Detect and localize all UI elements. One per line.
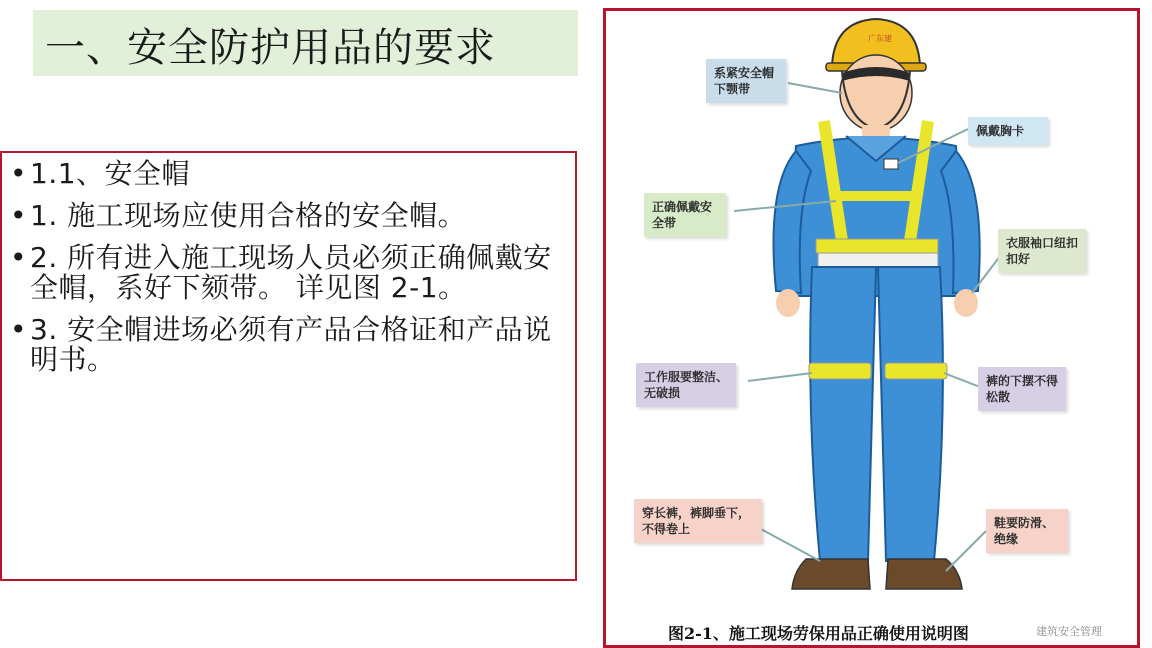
callout-shoes: 鞋要防滑、绝缘 [986,509,1068,553]
bullet-text: 1.1、安全帽 [30,157,191,190]
callout-cuff: 衣服袖口纽扣扣好 [998,229,1086,273]
figure-caption: 图2-1、施工现场劳保用品正确使用说明图 [668,624,969,643]
bullet-item [10,159,575,189]
bullet-dot-icon: • [10,157,28,190]
bullet-item [10,201,575,231]
helmet-label: 广东建 [868,34,892,43]
bullet-item [10,315,575,375]
callout-chest-card: 佩戴胸卡 [968,117,1048,145]
bullet-text: 2. 所有进入施工现场人员必须正确佩戴安全帽，系好下颏带。 详见图 2-1。 [30,241,552,304]
callout-clothes: 工作服要整洁、无破损 [636,363,736,407]
watermark: 建筑安全管理 [1036,625,1102,638]
callout-trouser-hem: 裤的下摆不得松散 [978,367,1066,411]
page-title: 一、安全防护用品的要求 [45,25,496,71]
callout-safety-belt: 正确佩戴安全带 [644,193,726,237]
callout-chin-strap: 系紧安全帽下颚带 [706,59,786,103]
bullet-dot-icon: • [10,241,28,274]
bullet-list [2,153,575,375]
content-box [0,151,577,581]
bullet-dot-icon: • [10,199,28,232]
title-banner [33,10,578,76]
bullet-dot-icon: • [10,313,28,346]
bullet-item [10,243,575,303]
bullet-text: 1. 施工现场应使用合格的安全帽。 [30,199,467,232]
figure-frame [603,8,1140,648]
callout-long-pants: 穿长裤，裤脚垂下，不得卷上 [634,499,762,543]
bullet-text: 3. 安全帽进场必须有产品合格证和产品说明书。 [30,313,552,376]
